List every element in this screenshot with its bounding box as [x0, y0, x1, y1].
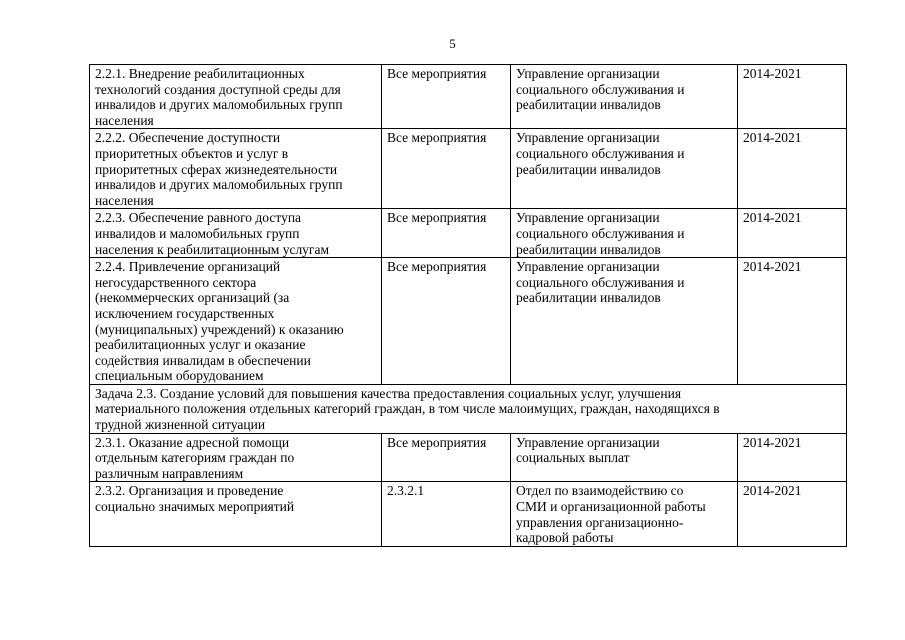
measures-cell: Все мероприятия	[382, 433, 511, 482]
table-row	[90, 258, 847, 385]
executor-cell: Управление организации социального обслуживания и реабилитации инвалидов	[511, 258, 738, 385]
item-cell: 2.2.4. Привлечение организаций негосударственного сектора (некоммерческих организаций (за исключением государственных (муниципальных) учреждений) к оказанию реабилитационных услуг и оказание содействия инвалидам в обеспечении специальным оборудованием	[90, 258, 382, 385]
executor-cell: Управление организации социального обслуживания и реабилитации инвалидов	[511, 129, 738, 209]
period-cell: 2014-2021	[738, 209, 847, 258]
measures-cell: 2.3.2.1	[382, 482, 511, 546]
executor-cell: Управление организации социальных выплат	[511, 433, 738, 482]
item-cell: 2.2.3. Обеспечение равного доступа инвалидов и маломобильных групп населения к реабилитационным услугам	[90, 209, 382, 258]
period-cell: 2014-2021	[738, 482, 847, 546]
executor-cell: Управление организации социального обслуживания и реабилитации инвалидов	[511, 209, 738, 258]
period-cell: 2014-2021	[738, 129, 847, 209]
table-row	[90, 65, 847, 129]
measures-cell: Все мероприятия	[382, 65, 511, 129]
task-heading: Задача 2.3. Создание условий для повышения качества предоставления социальных услуг, улучшения материального положения отдельных категорий граждан, в том числе малоимущих, граждан, находящихся в трудной жизненной ситуации	[90, 384, 847, 433]
task-row	[90, 384, 847, 433]
measures-cell: Все мероприятия	[382, 258, 511, 385]
program-table	[89, 64, 847, 547]
item-cell: 2.2.2. Обеспечение доступности приоритетных объектов и услуг в приоритетных сферах жизнедеятельности инвалидов и других маломобильных групп населения	[90, 129, 382, 209]
item-cell: 2.3.2. Организация и проведение социально значимых мероприятий	[90, 482, 382, 546]
executor-cell: Отдел по взаимодействию со СМИ и организационной работы управления организационно- кадровой работы	[511, 482, 738, 546]
table-row	[90, 433, 847, 482]
period-cell: 2014-2021	[738, 65, 847, 129]
measures-cell: Все мероприятия	[382, 129, 511, 209]
measures-cell: Все мероприятия	[382, 209, 511, 258]
period-cell: 2014-2021	[738, 433, 847, 482]
period-cell: 2014-2021	[738, 258, 847, 385]
executor-cell: Управление организации социального обслуживания и реабилитации инвалидов	[511, 65, 738, 129]
table-row	[90, 129, 847, 209]
table-row	[90, 209, 847, 258]
page-number: 5	[449, 36, 456, 51]
item-cell: 2.2.1. Внедрение реабилитационных технологий создания доступной среды для инвалидов и других маломобильных групп населения	[90, 65, 382, 129]
item-cell: 2.3.1. Оказание адресной помощи отдельным категориям граждан по различным направлениям	[90, 433, 382, 482]
table-row	[90, 482, 847, 546]
